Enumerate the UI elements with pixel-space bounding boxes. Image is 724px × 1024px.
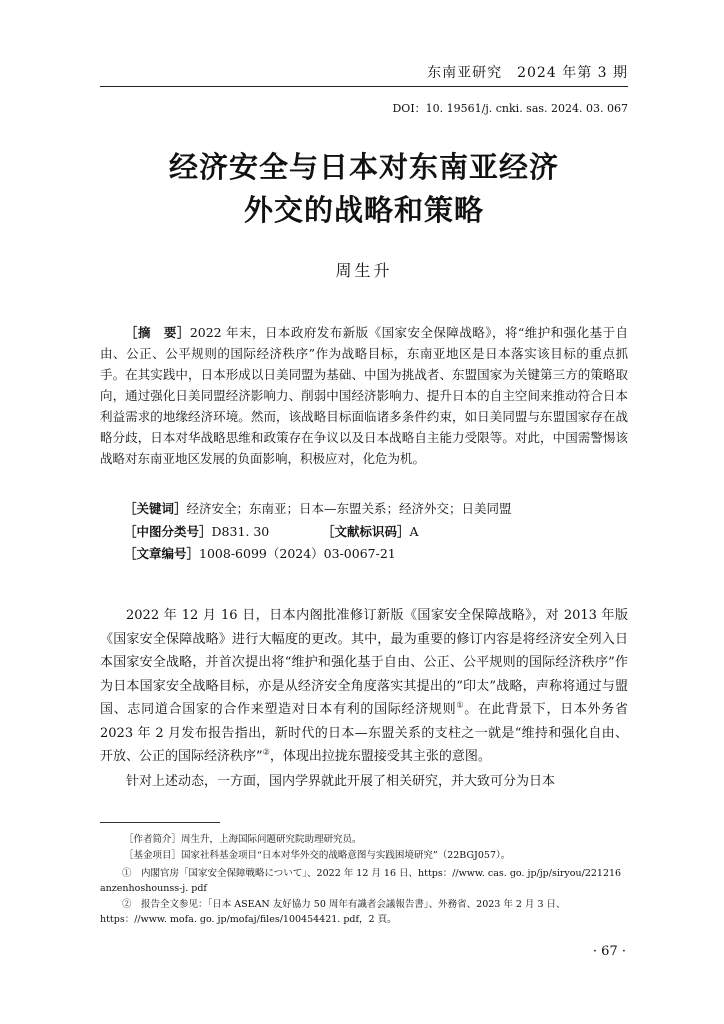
- footnote-divider: [100, 822, 220, 823]
- header-divider: [100, 86, 628, 87]
- author-info-note: ［作者简介］周生升，上海国际问题研究院助理研究员。: [124, 834, 362, 845]
- document-code: [322, 522, 419, 540]
- doc-code-label: ［文献标识码］: [322, 524, 410, 539]
- footnote-ref-2[interactable]: ②: [262, 747, 270, 757]
- clc-number: [124, 522, 269, 540]
- page-number: · 67 ·: [592, 944, 626, 959]
- keywords-label: ［关键词］: [124, 501, 187, 516]
- abstract-label: ［摘 要］: [125, 325, 190, 340]
- abstract-text: 2022 年末，日本政府发布新版《国家安全保障战略》，将“维护和强化基于自由、公正、公平规则的国际经济秩序”作为战略目标，东南亚地区是日本落实该目标的重点抓手。在其实践中，日本形成以日美同盟为基础、中国为挑战者、东盟国家为关键第三方的策略取向，通过强化日美同盟经济影响力、削弱中国经济影响力、提升日本的自主空间来推动符合日本利益需求的地缘经济环境。然而，该战略目标面临诸多条件约束，如日美同盟与东盟国家存在战略分歧，日本对华战略思维和政策存在争议以及日本战略自主能力受限等。对此，中国需警惕该战略对东南亚地区发展的负面影响，积极应对，化危为机。: [100, 325, 628, 466]
- keywords: [124, 499, 512, 517]
- article-no-label: ［文章编号］: [124, 546, 200, 561]
- body-paragraph: [100, 604, 628, 769]
- article-no-value: 1008-6099（2024）03-0067-21: [199, 546, 396, 561]
- footnote-1: ① 内閣官房「国家安全保障戦略について」、2022 年 12 月 16 日、https：//www. cas. go. jp/jp/siryou/221216 anzenhoshounss-j. pdf: [100, 868, 622, 894]
- clc-label: ［中图分类号］: [124, 524, 212, 539]
- doc-code-value: A: [409, 524, 419, 539]
- keywords-text: 经济安全；东南亚；日本—东盟关系；经济外交；日美同盟: [186, 501, 512, 516]
- article-title-line-2: 外交的战略和策略: [243, 193, 484, 227]
- body-paragraph: 针对上述动态，一方面，国内学界就此开展了相关研究，并大致可分为日本: [126, 774, 556, 789]
- footnote-ref-1[interactable]: ①: [456, 700, 465, 710]
- body-text: 。在此背景下，日本外务省 2023 年 2 月发布报告指出，新时代的日本—东盟关系的支柱之一就是“维持和强化自由、开放、公正的国际经济秩序”: [100, 702, 628, 764]
- abstract: [100, 322, 628, 469]
- footnote-2: ② 报告全文参见：「日本 ASEAN 友好協力 50 周年有識者会議報告書」、外務省、2023 年 2 月 3 日、https：//www. mofa. go. jp/mofaj/files/100454421. pdf，2 頁。: [100, 899, 566, 925]
- doi: DOI：10. 19561/j. cnki. sas. 2024. 03. 067: [392, 102, 628, 115]
- article-title-line-1: 经济安全与日本对东南亚经济: [168, 150, 559, 184]
- clc-value: D831. 30: [211, 524, 270, 539]
- body-text: 2022 年 12 月 16 日，日本内阁批准修订新版《国家安全保障战略》，对 2013 年版《国家安全保障战略》进行大幅度的更改。其中，最为重要的修订内容是将经济安全列入日本国家安全战略，并首次提出将“维护和强化基于自由、公正、公平规则的国际经济秩序”作为日本国家安全战略目标，亦是从经济安全角度落实其提出的“印太”战略，声称将通过与盟国、志同道合国家的合作来塑造对日本有利的国际经济规则: [100, 608, 628, 717]
- journal-header: 东南亚研究 2024 年第 3 期: [427, 65, 628, 81]
- body-text: ，体现出拉拢东盟接受其主张的意图。: [269, 749, 491, 764]
- author-name: 周生升: [335, 261, 393, 280]
- fund-note: ［基金项目］国家社科基金项目“日本对华外交的战略意图与实践困境研究”（22BGJ057）。: [124, 850, 511, 861]
- article-number: [124, 544, 396, 562]
